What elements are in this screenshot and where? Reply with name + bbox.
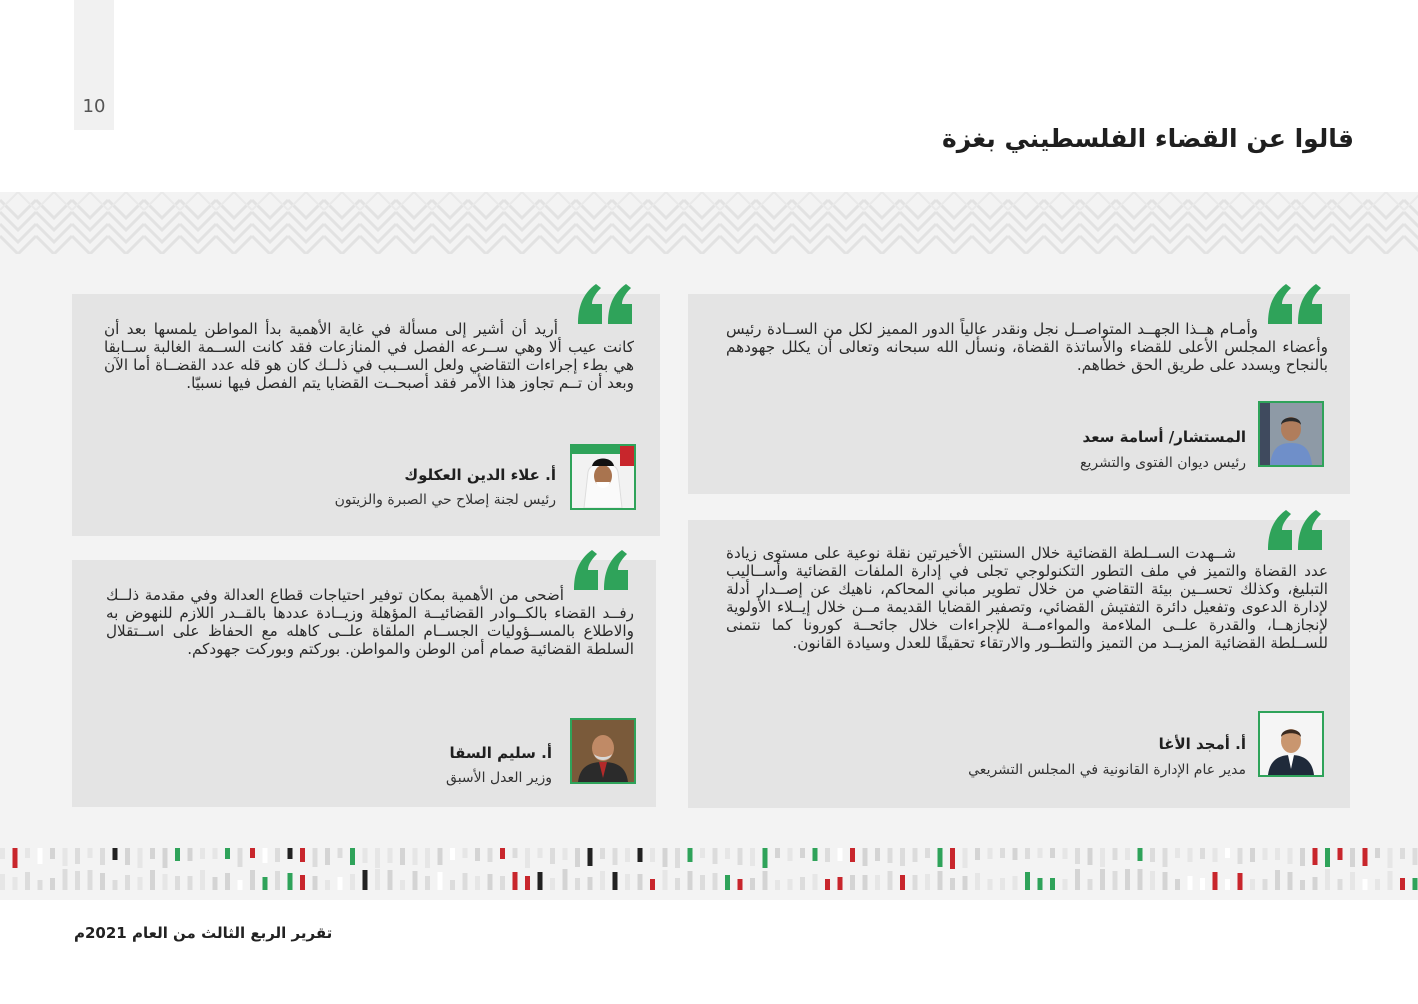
barcode-bar: [675, 878, 680, 890]
barcode-bar: [150, 870, 155, 890]
barcode-bar: [1013, 848, 1018, 860]
barcode-bar: [1063, 879, 1068, 890]
testimonial-quote: وأمـام هــذا الجهــد المتواصــل نجل ونقدر عالياً الدور المميز لكل من الســادة رئيس وأعضاء المجلس الأعلى للقضاء والأساتذة القضاة، ونسأل الله سبحانه وتعالى أن يكلل جهودهم بالنجاح ويسدد على طريق الحق خطاهم.: [726, 320, 1328, 374]
barcode-bar: [1300, 848, 1305, 866]
barcode-bar: [588, 877, 593, 890]
barcode-bar: [225, 848, 230, 859]
barcode-bar: [325, 848, 330, 865]
barcode-bar: [713, 873, 718, 890]
barcode-bar: [38, 848, 43, 864]
barcode-bar: [1025, 848, 1030, 859]
barcode-bar: [738, 848, 743, 865]
barcode-bar: [400, 848, 405, 865]
person-photo: [1258, 401, 1324, 467]
barcode-bar: [50, 848, 55, 859]
person-name: المستشار/ أسامة سعد: [1082, 428, 1246, 446]
barcode-bar: [488, 848, 493, 862]
barcode-bar: [863, 875, 868, 890]
barcode-bar: [225, 873, 230, 890]
barcode-bar: [1050, 848, 1055, 858]
barcode-bar: [1250, 879, 1255, 890]
barcode-bar: [563, 869, 568, 890]
person-photo-icon: [1260, 713, 1322, 775]
barcode-bar: [1038, 848, 1043, 858]
testimonial-quote: أضحى من الأهمية بمكان توفير احتياجات قطاع العدالة وفي مقدمة ذلــك رفــد القضاء بالكــوادر القضائيــة المؤهلة وزيــادة عددها بالقــدر اللازم للنهوض به والاطلاع بالمســؤوليات الجســام الملقاة علــى كاهله مع الحفاظ على اســتقلال السلطة القضائية صمام أمن الوطن والمواطن. بوركتم وبوركت جهودكم.: [106, 586, 634, 658]
barcode-bar: [388, 870, 393, 890]
barcode-bar: [863, 848, 868, 866]
barcode-bar: [650, 848, 655, 862]
barcode-bar: [75, 871, 80, 890]
barcode-bar: [1363, 848, 1368, 866]
barcode-bar: [800, 877, 805, 890]
barcode-bar: [88, 848, 93, 858]
barcode-bar: [88, 870, 93, 890]
barcode-bar: [475, 848, 480, 861]
barcode-bar: [1300, 880, 1305, 890]
barcode-bar: [988, 879, 993, 890]
person-photo-icon: [572, 720, 634, 782]
barcode-bar: [38, 880, 43, 890]
barcode-bar: [63, 869, 68, 890]
person-photo-icon: [572, 446, 634, 508]
barcode-bar: [413, 848, 418, 865]
barcode-bar: [238, 880, 243, 890]
barcode-bar: [113, 880, 118, 890]
person-name: أ. علاء الدين العكلوك: [404, 466, 556, 484]
barcode-bar: [975, 848, 980, 860]
barcode-bar: [1213, 872, 1218, 890]
testimonial-card-3: [688, 520, 1350, 808]
barcode-bar: [975, 873, 980, 890]
barcode-bar: [163, 874, 168, 890]
testimonial-quote: شــهدت الســلطة القضائية خلال السنتين الأخيرتين نقلة نوعية على مستوى زيادة عدد القضاة والتميز في ملف التطور التكنولوجي تجلى في إدارة الملفات القضائية وأســاليب التبليغ، وكذلك تحســين بيئة التقاضي من خلال تطوير مباني المحاكم، ناهيك عن إصــدار أدلة لإدارة الدعوى وتفعيل دائرة التفتيش القضائي، وتصفير القضايا القديمة مــن خلال إيــلاء الأولوية لإنجازهــا، والقدرة علــى الملاءمة والمواءمــة للإجراءات خلال جائحــة كورونا كما نتمنى للســلطة القضائية المزيــد من التميز والتطــور والارتقاء تحقيقًا للعدل وسيادة القانون.: [726, 544, 1328, 652]
barcode-bar: [1200, 848, 1205, 859]
barcode-bar: [1313, 877, 1318, 890]
barcode-bar: [25, 848, 30, 858]
barcode-bar: [1288, 848, 1293, 864]
testimonial-card-2: [72, 294, 660, 536]
barcode-bar: [513, 872, 518, 890]
barcode-bar: [350, 874, 355, 890]
barcode-bar: [700, 875, 705, 890]
barcode-bar: [213, 877, 218, 890]
barcode-bar: [588, 848, 593, 866]
barcode-bar: [1100, 848, 1105, 867]
barcode-bar: [1150, 871, 1155, 890]
barcode-bar: [1400, 848, 1405, 859]
barcode-bar: [813, 874, 818, 890]
barcode-bar: [50, 878, 55, 890]
barcode-bar: [1138, 869, 1143, 890]
barcode-bar: [775, 848, 780, 858]
barcode-bar: [550, 878, 555, 890]
barcode-bar: [738, 879, 743, 890]
barcode-bar: [1250, 848, 1255, 862]
barcode-bar: [513, 848, 518, 858]
barcode-bar: [725, 848, 730, 859]
barcode-bar: [1125, 848, 1130, 860]
barcode-bar: [300, 875, 305, 890]
barcode-bar: [925, 848, 930, 858]
barcode-bar: [725, 875, 730, 890]
barcode-bar: [950, 878, 955, 890]
barcode-bar: [950, 848, 955, 869]
barcode-bar: [900, 848, 905, 866]
barcode-bar: [800, 848, 805, 858]
barcode-bar: [1200, 878, 1205, 890]
barcode-bar: [1413, 878, 1418, 890]
barcode-bar: [963, 848, 968, 868]
barcode-bar: [425, 848, 430, 868]
person-role: رئيس ديوان الفتوى والتشريع: [1080, 455, 1246, 471]
barcode-bar: [375, 869, 380, 890]
barcode-bar: [338, 848, 343, 858]
barcode-bar: [875, 848, 880, 861]
barcode-bar: [550, 848, 555, 864]
barcode-bar: [150, 848, 155, 859]
barcode-bar: [275, 871, 280, 890]
barcode-bar: [1163, 872, 1168, 890]
barcode-bar: [600, 848, 605, 859]
barcode-bar: [1213, 848, 1218, 862]
barcode-bar: [825, 879, 830, 890]
barcode-bar: [838, 877, 843, 890]
barcode-bar: [413, 871, 418, 890]
barcode-bar: [850, 848, 855, 862]
barcode-bar: [575, 878, 580, 890]
barcode-bar: [375, 848, 380, 868]
barcode-bar: [1350, 848, 1355, 867]
barcode-bar: [938, 848, 943, 867]
barcode-bar: [1375, 848, 1380, 858]
barcode-bar: [1188, 848, 1193, 862]
barcode-bar: [1388, 871, 1393, 890]
barcode-bar: [913, 875, 918, 890]
barcode-bar: [538, 848, 543, 858]
barcode-bar: [0, 874, 5, 890]
barcode-bar: [488, 874, 493, 890]
barcode-bar: [1025, 872, 1030, 890]
barcode-bar: [888, 848, 893, 863]
barcode-bar: [625, 848, 630, 862]
barcode-bar: [900, 875, 905, 890]
barcode-bar: [750, 878, 755, 890]
person-photo: [1258, 711, 1324, 777]
barcode-bar: [1188, 876, 1193, 890]
barcode-bar: [188, 876, 193, 890]
barcode-bar: [288, 873, 293, 890]
barcode-bar: [663, 848, 668, 867]
barcode-bar: [313, 876, 318, 890]
barcode-bar: [663, 870, 668, 890]
testimonial-quote: أريد أن أشير إلى مسألة في غاية الأهمية بدأ المواطن يلمسها بعد أن كانت عيب ألا وهي ســرعه الفصل في المنازعات فقد كانت الســمة الغالبة ســابقا هي بطء إجراءات التقاضي ولعل الســبب في ذلــك كان هو قله عدد القضــاة أما الآن وبعد أن تــم تجاوز هذا الأمر فقد أصبحــت القضايا يتم الفصل فيها نسبيّا.: [104, 320, 634, 392]
barcode-bar: [763, 871, 768, 890]
testimonial-card-4: [72, 560, 656, 807]
barcode-bar: [825, 848, 830, 862]
barcode-bar: [1013, 876, 1018, 890]
barcode-bar: [250, 848, 255, 858]
barcode-bar: [1050, 878, 1055, 890]
barcode-bar: [1225, 879, 1230, 890]
barcode-bar: [388, 848, 393, 863]
barcode-bar: [1388, 848, 1393, 868]
barcode-bar: [500, 876, 505, 890]
barcode-bar: [613, 872, 618, 890]
barcode-bar: [100, 873, 105, 890]
barcode-bar: [1113, 848, 1118, 860]
barcode-bar: [538, 872, 543, 890]
barcode-bar: [1125, 869, 1130, 890]
barcode-bar: [1088, 848, 1093, 865]
barcode-bar: [1150, 848, 1155, 862]
barcode-bar: [1288, 872, 1293, 890]
barcode-bar: [1413, 848, 1418, 865]
barcode-bar: [450, 848, 455, 860]
barcode-bar: [500, 848, 505, 859]
barcode-bar: [650, 879, 655, 890]
barcode-bar: [63, 848, 68, 866]
barcode-bar: [425, 876, 430, 890]
barcode-bar: [1338, 879, 1343, 890]
barcode-bar: [525, 848, 530, 868]
barcode-bar: [613, 848, 618, 865]
barcode-bar: [575, 848, 580, 867]
decorative-barcode-strip: [0, 848, 1418, 890]
barcode-bar: [813, 848, 818, 861]
barcode-bar: [313, 848, 318, 867]
barcode-bar: [1000, 848, 1005, 858]
person-photo-icon: [1260, 403, 1322, 465]
barcode-bar: [188, 848, 193, 861]
barcode-bar: [450, 880, 455, 890]
barcode-bar: [350, 848, 355, 865]
barcode-bar: [213, 848, 218, 859]
barcode-bar: [600, 871, 605, 890]
barcode-bar: [100, 848, 105, 865]
barcode-bar: [875, 875, 880, 890]
person-role: وزير العدل الأسبق: [446, 770, 552, 786]
barcode-bar: [1100, 869, 1105, 890]
barcode-bar: [1325, 869, 1330, 890]
barcode-bar: [300, 848, 305, 862]
barcode-bar: [1000, 878, 1005, 890]
person-photo: [570, 444, 636, 510]
barcode-bar: [175, 848, 180, 861]
barcode-bar: [638, 874, 643, 890]
barcode-bar: [1263, 879, 1268, 890]
barcode-bar: [238, 848, 243, 867]
barcode-bar: [1375, 879, 1380, 890]
barcode-bar: [263, 877, 268, 890]
barcode-bar: [163, 848, 168, 868]
barcode-bar: [1338, 848, 1343, 860]
barcode-bar: [1113, 871, 1118, 890]
barcode-bar: [438, 872, 443, 890]
footer-report-title: تقرير الربع الثالث من العام 2021م: [74, 924, 333, 942]
barcode-bar: [913, 848, 918, 862]
barcode-bar: [200, 848, 205, 859]
barcode-bar: [688, 871, 693, 890]
barcode-bar: [463, 873, 468, 890]
person-role: مدير عام الإدارة القانونية في المجلس التشريعي: [968, 762, 1246, 778]
barcode-bar: [400, 880, 405, 890]
page-title: قالوا عن القضاء الفلسطيني بغزة: [942, 124, 1354, 153]
barcode-bar: [750, 848, 755, 866]
barcode-bar: [1075, 848, 1080, 864]
barcode-bar: [1263, 848, 1268, 860]
barcode-bar: [1225, 848, 1230, 858]
barcode-bar: [988, 848, 993, 859]
barcode-bar: [288, 848, 293, 859]
barcode-bar: [175, 876, 180, 890]
barcode-bar: [363, 848, 368, 863]
barcode-bar: [1038, 878, 1043, 890]
barcode-bar: [925, 874, 930, 890]
person-name: أ. سليم السقا: [449, 744, 552, 762]
barcode-bar: [463, 848, 468, 858]
barcode-bar: [325, 880, 330, 890]
decorative-pattern: [0, 192, 1418, 254]
barcode-bar: [138, 848, 143, 868]
page-number: 10: [82, 96, 106, 117]
barcode-bar: [563, 848, 568, 860]
barcode-bar: [938, 871, 943, 890]
barcode-bar: [75, 848, 80, 864]
barcode-bar: [788, 848, 793, 861]
barcode-bar: [1275, 848, 1280, 860]
barcode-bar: [25, 872, 30, 890]
barcode-bar: [1175, 879, 1180, 890]
barcode-bar: [113, 848, 118, 860]
person-role: رئيس لجنة إصلاح حي الصبرة والزيتون: [334, 492, 556, 508]
barcode-bar: [1313, 848, 1318, 865]
barcode-bar: [963, 876, 968, 890]
barcode-bar: [1238, 848, 1243, 864]
barcode-bar: [1325, 848, 1330, 867]
barcode-bar: [675, 848, 680, 868]
barcode-bar: [838, 848, 843, 861]
barcode-bar: [700, 848, 705, 858]
barcode-bar: [638, 848, 643, 862]
barcode-bar: [13, 877, 18, 890]
testimonial-card-1: [688, 294, 1350, 494]
barcode-bar: [888, 871, 893, 890]
barcode-bar: [275, 848, 280, 862]
barcode-bar: [1163, 848, 1168, 867]
barcode-bar: [1088, 879, 1093, 890]
barcode-bar: [763, 848, 768, 868]
barcode-bar: [1275, 870, 1280, 890]
barcode-bar: [1238, 873, 1243, 890]
barcode-bar: [775, 880, 780, 890]
barcode-bar: [713, 848, 718, 864]
barcode-bar: [125, 875, 130, 890]
barcode-bar: [1363, 879, 1368, 890]
person-name: أ. أمجد الأغا: [1158, 735, 1246, 753]
barcode-bar: [125, 848, 130, 865]
barcode-bar: [525, 876, 530, 890]
barcode-bar: [138, 877, 143, 890]
barcode-bar: [788, 879, 793, 890]
barcode-bar: [475, 876, 480, 890]
barcode-bar: [263, 848, 268, 863]
barcode-bar: [1063, 848, 1068, 859]
barcode-bar: [338, 877, 343, 890]
barcode-bar: [438, 848, 443, 865]
barcode-bar: [1075, 869, 1080, 890]
barcode-bar: [363, 870, 368, 890]
barcode-bar: [0, 848, 5, 859]
barcode-bar: [1138, 848, 1143, 861]
barcode-bar: [1400, 878, 1405, 890]
barcode-bar: [625, 874, 630, 890]
barcode-bar: [250, 870, 255, 890]
content-band: [0, 192, 1418, 900]
barcode-bar: [200, 870, 205, 890]
barcode-bar: [1175, 848, 1180, 858]
person-photo: [570, 718, 636, 784]
barcode-bar: [13, 848, 18, 868]
barcode-bar: [850, 875, 855, 890]
barcode-bar: [688, 848, 693, 862]
barcode-bar: [1350, 872, 1355, 890]
